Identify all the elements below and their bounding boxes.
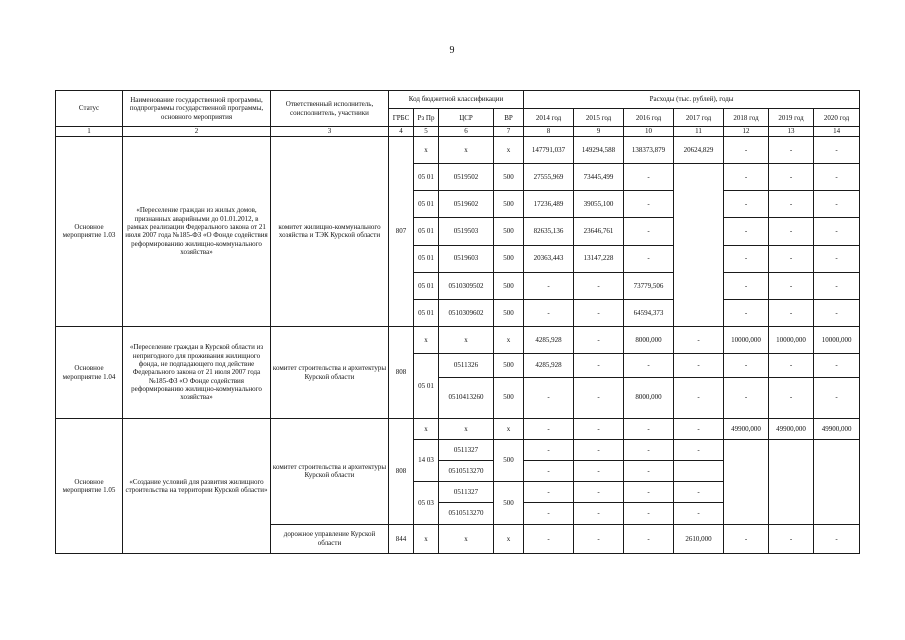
executor-cell: комитет жилищно-коммунального хозяйства и ТЭК Курской области: [271, 136, 389, 326]
header-expenses: Расходы (тыс. рублей), годы: [524, 91, 860, 109]
vr-cell: 500: [494, 377, 524, 418]
csr-cell: 0511327: [439, 440, 494, 461]
value-2014: -: [524, 524, 574, 553]
value-2016: 73779,506: [624, 272, 674, 299]
value-2016: -: [624, 354, 674, 377]
csr-cell: 0510413260: [439, 377, 494, 418]
value-2020: -: [814, 272, 860, 299]
col-number: 2: [123, 127, 271, 136]
value-2015: -: [574, 327, 624, 354]
value-2018: -: [724, 245, 769, 272]
vr-cell: х: [494, 524, 524, 553]
csr-cell: 0511326: [439, 354, 494, 377]
value-2020: 49900,000: [814, 418, 860, 439]
header-year-2018: 2018 год: [724, 109, 769, 127]
status-cell: Основное мероприятие 1.04: [56, 327, 123, 419]
value-2019: -: [769, 299, 814, 326]
col-number: 3: [271, 127, 389, 136]
value-2015: 73445,499: [574, 163, 624, 190]
header-rzpr: Рз Пр: [414, 109, 439, 127]
vr-cell: 500: [494, 163, 524, 190]
csr-cell: 0511327: [439, 482, 494, 503]
csr-cell: х: [439, 418, 494, 439]
value-2017-empty: [674, 163, 724, 326]
csr-cell: х: [439, 524, 494, 553]
vr-cell: 500: [494, 245, 524, 272]
value-2019: -: [769, 245, 814, 272]
value-2016: -: [624, 524, 674, 553]
value-2014: -: [524, 503, 574, 524]
rzpr-cell: 05 01: [414, 218, 439, 245]
value-2018-empty: [724, 440, 769, 525]
csr-cell: 0510513270: [439, 461, 494, 482]
value-2016: -: [624, 245, 674, 272]
rzpr-cell: 05 01: [414, 245, 439, 272]
value-2018: -: [724, 136, 769, 163]
budget-table: [55, 90, 860, 554]
header-year-2015: 2015 год: [574, 109, 624, 127]
header-executor: Ответственный исполнитель, соисполнитель, участники: [271, 91, 389, 127]
grbs-cell: 807: [389, 136, 414, 326]
value-2014: -: [524, 299, 574, 326]
value-2016: 138373,879: [624, 136, 674, 163]
csr-cell: 0510309602: [439, 299, 494, 326]
activity-name-cell: «Переселение граждан из жилых домов, признанных аварийными до 01.01.2012, в рамках реализации Федерального закона от 21 июля 2007 года №185-ФЗ «О Фонде содействия реформированию жилищно-коммунального хозяйства»: [123, 136, 271, 326]
value-2015: 149294,588: [574, 136, 624, 163]
vr-cell: 500: [494, 272, 524, 299]
value-2014: -: [524, 461, 574, 482]
csr-cell: 0510513270: [439, 503, 494, 524]
value-2015: -: [574, 299, 624, 326]
value-2019: -: [769, 218, 814, 245]
table-row: [56, 136, 860, 163]
value-2016: 64594,373: [624, 299, 674, 326]
col-number: 12: [724, 127, 769, 136]
header-year-2017: 2017 год: [674, 109, 724, 127]
value-2014: 4285,928: [524, 354, 574, 377]
value-2020: 10000,000: [814, 327, 860, 354]
executor-cell: дорожное управление Курской области: [271, 524, 389, 553]
value-2017-empty: [674, 461, 724, 482]
vr-cell: 500: [494, 440, 524, 482]
value-2016: -: [624, 461, 674, 482]
vr-cell: 500: [494, 482, 524, 524]
value-2020: -: [814, 218, 860, 245]
col-number: 11: [674, 127, 724, 136]
col-number: 14: [814, 127, 860, 136]
value-2014: -: [524, 440, 574, 461]
value-2016: -: [624, 482, 674, 503]
rzpr-cell: 14 03: [414, 440, 439, 482]
value-2016: 8000,000: [624, 377, 674, 418]
value-2019: 49900,000: [769, 418, 814, 439]
vr-cell: 500: [494, 354, 524, 377]
value-2020: -: [814, 163, 860, 190]
value-2020: -: [814, 524, 860, 553]
csr-cell: 0519503: [439, 218, 494, 245]
value-2018: -: [724, 218, 769, 245]
vr-cell: 500: [494, 218, 524, 245]
value-2016: -: [624, 418, 674, 439]
value-2017: -: [674, 418, 724, 439]
header-row: [56, 91, 860, 109]
value-2014: 27555,969: [524, 163, 574, 190]
rzpr-cell: х: [414, 524, 439, 553]
csr-cell: 0510309502: [439, 272, 494, 299]
value-2019: -: [769, 377, 814, 418]
value-2019: -: [769, 136, 814, 163]
header-year-2014: 2014 год: [524, 109, 574, 127]
table-row: [56, 327, 860, 354]
value-2019: -: [769, 354, 814, 377]
table-row: [56, 418, 860, 439]
value-2016: -: [624, 440, 674, 461]
col-number: 13: [769, 127, 814, 136]
vr-cell: 500: [494, 191, 524, 218]
value-2018: -: [724, 524, 769, 553]
value-2015: 13147,228: [574, 245, 624, 272]
value-2018: -: [724, 354, 769, 377]
col-number: 8: [524, 127, 574, 136]
col-number: 5: [414, 127, 439, 136]
grbs-cell: 808: [389, 418, 414, 524]
value-2020: -: [814, 191, 860, 218]
value-2015: -: [574, 377, 624, 418]
value-2016: -: [624, 218, 674, 245]
value-2020-empty: [814, 440, 860, 525]
column-number-row: [56, 127, 860, 136]
header-csr: ЦСР: [439, 109, 494, 127]
value-2014: 20363,443: [524, 245, 574, 272]
rzpr-cell: 05 01: [414, 272, 439, 299]
header-budget-code: Код бюджетной классификации: [389, 91, 524, 109]
rzpr-cell: 05 01: [414, 354, 439, 418]
rzpr-cell: х: [414, 418, 439, 439]
value-2014: -: [524, 377, 574, 418]
status-cell: Основное мероприятие 1.03: [56, 136, 123, 326]
value-2018: -: [724, 163, 769, 190]
value-2019: -: [769, 163, 814, 190]
value-2014: 82635,136: [524, 218, 574, 245]
value-2018: -: [724, 377, 769, 418]
value-2014: 17236,489: [524, 191, 574, 218]
col-number: 7: [494, 127, 524, 136]
rzpr-cell: 05 01: [414, 299, 439, 326]
header-name: Наименование государственной программы, подпрограммы государственной программы, основного мероприятия: [123, 91, 271, 127]
value-2017: -: [674, 377, 724, 418]
status-cell: Основное мероприятие 1.05: [56, 418, 123, 553]
col-number: 10: [624, 127, 674, 136]
value-2017: -: [674, 327, 724, 354]
value-2014: 4285,928: [524, 327, 574, 354]
csr-cell: 0519502: [439, 163, 494, 190]
value-2015: 39055,100: [574, 191, 624, 218]
value-2019: -: [769, 272, 814, 299]
header-status: Статус: [56, 91, 123, 127]
value-2017: -: [674, 503, 724, 524]
value-2017: 2610,000: [674, 524, 724, 553]
rzpr-cell: х: [414, 327, 439, 354]
vr-cell: х: [494, 327, 524, 354]
value-2015: -: [574, 482, 624, 503]
activity-name-cell: «Создание условий для развития жилищного строительства на территории Курской области»: [123, 418, 271, 553]
vr-cell: х: [494, 418, 524, 439]
header-year-2016: 2016 год: [624, 109, 674, 127]
value-2018: -: [724, 191, 769, 218]
value-2015: -: [574, 461, 624, 482]
activity-name-cell: «Переселение граждан в Курской области из непригодного для проживания жилищного фонда, не подпадающего под действие Федерального закона от 21 июля 2007 года №185-ФЗ «О Фонде содействия реформированию жилищно-коммунального хозяйства»: [123, 327, 271, 419]
value-2016: 8000,000: [624, 327, 674, 354]
value-2015: -: [574, 503, 624, 524]
col-number: 6: [439, 127, 494, 136]
value-2019: -: [769, 524, 814, 553]
value-2015: -: [574, 354, 624, 377]
value-2015: -: [574, 272, 624, 299]
value-2017: -: [674, 354, 724, 377]
value-2020: -: [814, 245, 860, 272]
executor-cell: комитет строительства и архитектуры Курской области: [271, 327, 389, 419]
rzpr-cell: 05 01: [414, 191, 439, 218]
value-2018: -: [724, 299, 769, 326]
col-number: 4: [389, 127, 414, 136]
value-2015: -: [574, 418, 624, 439]
value-2016: -: [624, 163, 674, 190]
vr-cell: х: [494, 136, 524, 163]
value-2020: -: [814, 354, 860, 377]
rzpr-cell: 05 03: [414, 482, 439, 524]
csr-cell: х: [439, 136, 494, 163]
value-2020: -: [814, 299, 860, 326]
value-2018: -: [724, 272, 769, 299]
value-2020: -: [814, 136, 860, 163]
value-2018: 49900,000: [724, 418, 769, 439]
value-2019-empty: [769, 440, 814, 525]
value-2020: -: [814, 377, 860, 418]
header-vr: ВР: [494, 109, 524, 127]
value-2015: -: [574, 524, 624, 553]
csr-cell: х: [439, 327, 494, 354]
value-2016: -: [624, 503, 674, 524]
rzpr-cell: 05 01: [414, 163, 439, 190]
csr-cell: 0519602: [439, 191, 494, 218]
header-year-2019: 2019 год: [769, 109, 814, 127]
value-2017: -: [674, 482, 724, 503]
col-number: 9: [574, 127, 624, 136]
value-2016: -: [624, 191, 674, 218]
value-2015: 23646,761: [574, 218, 624, 245]
value-2014: -: [524, 482, 574, 503]
grbs-cell: 844: [389, 524, 414, 553]
value-2017: -: [674, 440, 724, 461]
value-2014: -: [524, 418, 574, 439]
value-2019: 10000,000: [769, 327, 814, 354]
value-2018: 10000,000: [724, 327, 769, 354]
grbs-cell: 808: [389, 327, 414, 419]
csr-cell: 0519603: [439, 245, 494, 272]
col-number: 1: [56, 127, 123, 136]
value-2019: -: [769, 191, 814, 218]
header-year-2020: 2020 год: [814, 109, 860, 127]
value-2014: -: [524, 272, 574, 299]
value-2015: -: [574, 440, 624, 461]
vr-cell: 500: [494, 299, 524, 326]
page-number: 9: [449, 45, 455, 56]
value-2014: 147791,037: [524, 136, 574, 163]
executor-cell: комитет строительства и архитектуры Курской области: [271, 418, 389, 524]
value-2017: 20624,829: [674, 136, 724, 163]
header-grbs: ГРБС: [389, 109, 414, 127]
rzpr-cell: х: [414, 136, 439, 163]
